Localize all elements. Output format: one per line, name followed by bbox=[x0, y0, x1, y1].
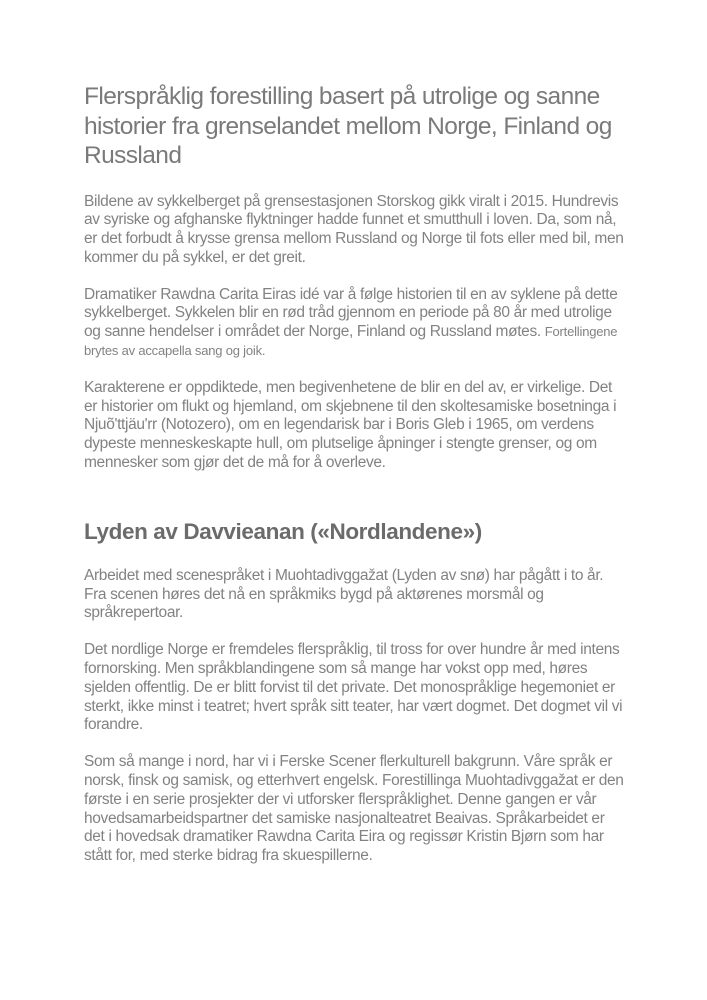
article-title: Flerspråklig forestilling basert på utrolige og sanne historier fra grenselandet mellom Norge, Finland og Russland bbox=[84, 83, 612, 169]
section-paragraph-2: Det nordlige Norge er fremdeles flerspråklig, til tross for over hundre år med intens fornorsking. Men språkblandingene som så mange har vokst opp med, høres sjelden offentlig. De er blitt forvist til det private. Det monospråklige hegemoniet er sterkt, ikke minst i teatret; hvert språk sitt teater, har vært dogmet. Det dogmet vil vi forandre. bbox=[84, 641, 623, 734]
section-paragraph-1: Arbeidet med scenespråket i Muohtadivggažat (Lyden av snø) har pågått i to år. Fra scenen høres det nå en språkmiks bygd på aktørenes morsmål og språkrepertoar. bbox=[84, 566, 604, 622]
section-heading: Lyden av Davvieanan («Nordlandene») bbox=[84, 518, 482, 544]
article bbox=[84, 82, 625, 884]
intro-paragraph-2 bbox=[84, 286, 625, 361]
intro-paragraph-3: Karakterene er oppdiktede, men begivenhetene de blir en del av, er virkelige. Det er historier om flukt og hjemland, om skjebnene til den skoltesamiske bosetninga i Njuõ'ttjäu'rr (Notozero), om en legendarisk bar i Boris Gleb i 1965, om verdens dypeste menneskeskapte hull, om plutselige åpninger i stengte grenser, og om mennesker som gjør det de må for å overleve. bbox=[84, 378, 617, 472]
intro-paragraph-2-text: Dramatiker Rawdna Carita Eiras idé var å følge historien til en av syklene på dette sykkelberget. Sykkelen blir en rød tråd gjennom en periode på 80 år med utrolige og sanne hendelser i området der Norge, Finland og Russland møtes. bbox=[84, 285, 618, 341]
section-paragraph-3: Som så mange i nord, har vi i Ferske Scener flerkulturell bakgrunn. Våre språk er norsk, finsk og samisk, og etterhvert engelsk. Forestillinga Muohtadivggažat er den første i en serie prosjekter der vi utforsker flerspråklighet. Denne gangen er vår hovedsamarbeidspartner det samiske nasjonalteatret Beaivas. Språkarbeidet er det i hovedsak dramatiker Rawdna Carita Eira og regissør Kristin Bjørn som har stått for, med sterke bidrag fra skuespillerne. bbox=[84, 753, 624, 865]
intro-paragraph-1: Bildene av sykkelberget på grensestasjonen Storskog gikk viralt i 2015. Hundrevis av syriske og afghanske flyktninger hadde funnet et smutthull i loven. Da, som nå, er det forbudt å krysse grensa mellom Russland og Norge til fots eller med bil, men kommer du på sykkel, er det greit. bbox=[84, 192, 624, 266]
intro-paragraph-2-note: Fortellingene brytes av accapella sang og joik. bbox=[84, 324, 618, 359]
